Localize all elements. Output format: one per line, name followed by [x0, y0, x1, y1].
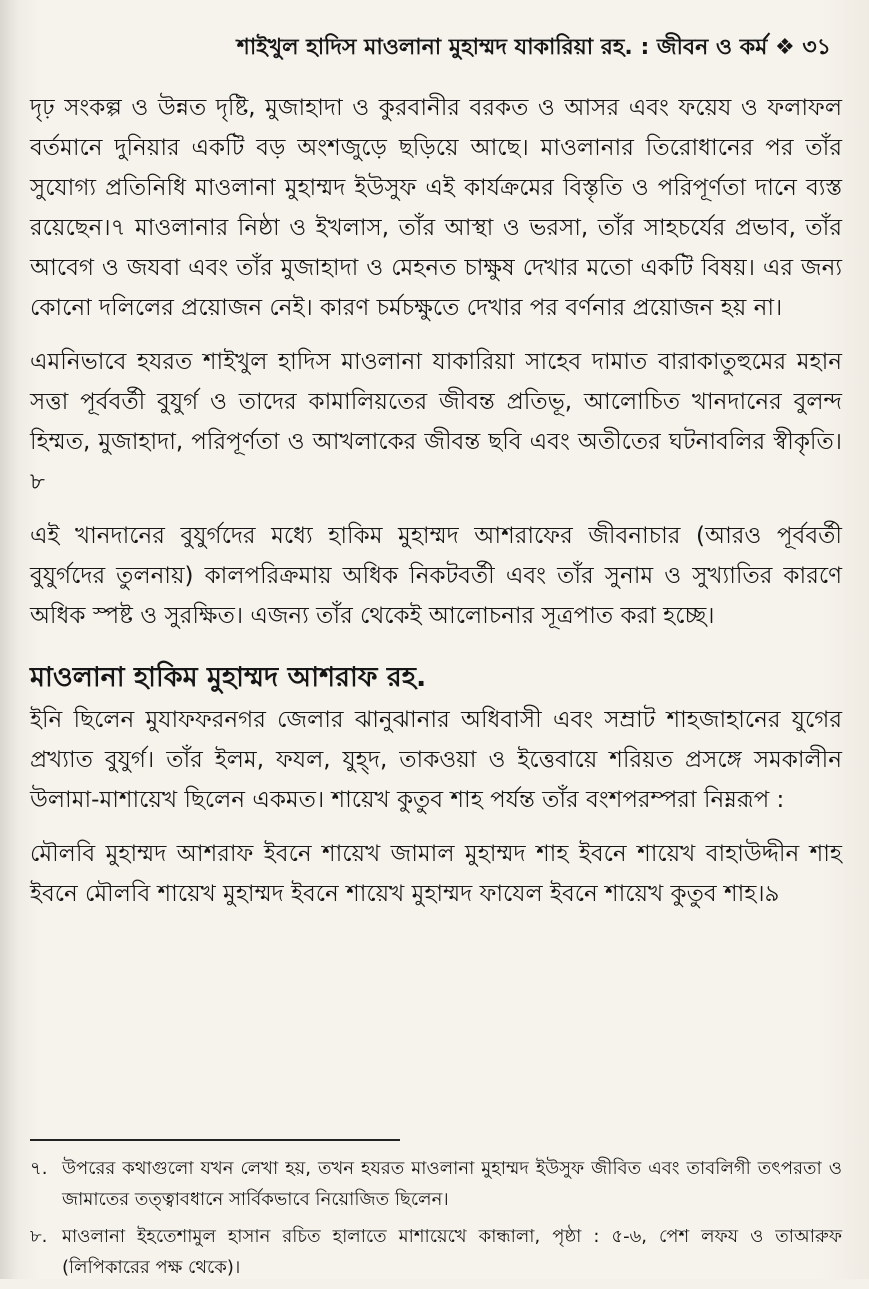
- footnotes: [30, 1153, 842, 1289]
- running-header: শাইখুল হাদিস মাওলানা মুহাম্মদ যাকারিয়া রহ. : জীবন ও কর্ম ❖ ৩১: [236, 35, 831, 60]
- footnote-item: [30, 1153, 842, 1215]
- section-paragraph-2: মৌলবি মুহাম্মদ আশরাফ ইবনে শায়েখ জামাল মুহাম্মদ শাহ ইবনে শায়েখ বাহাউদ্দীন শাহ ইবনে মৌলবি শায়েখ মুহাম্মদ ইবনে শায়েখ মুহাম্মদ ফাযেল ইবনে শায়েখ কুতুব শাহ।৯: [30, 841, 842, 907]
- footnote-item: [30, 1221, 842, 1283]
- main-text: [30, 88, 842, 928]
- section-heading: মাওলানা হাকিম মুহাম্মদ আশরাফ রহ.: [30, 662, 427, 693]
- paragraph-1: দৃঢ় সংকল্প ও উন্নত দৃষ্টি, মুজাহাদা ও কুরবানীর বরকত ও আসর এবং ফয়েয ও ফলাফল বর্তমানে দুনিয়ার একটি বড় অংশজুড়ে ছড়িয়ে আছে। মাওলানার তিরোধানের পর তাঁর সুযোগ্য প্রতিনিধি মাওলানা মুহাম্মদ ইউসুফ এই কার্যক্রমের বিস্তৃতি ও পরিপূর্ণতা দানে ব্যস্ত রয়েছেন।৭ মাওলানার নিষ্ঠা ও ইখলাস, তাঁর আস্থা ও ভরসা, তাঁর সাহচর্যের প্রভাব, তাঁর আবেগ ও জযবা এবং তাঁর মুজাহাদা ও মেহনত চাক্ষুষ দেখার মতো একটি বিষয়। এর জন্য কোনো দলিলের প্রয়োজন নেই। কারণ চর্মচক্ষুতে দেখার পর বর্ণনার প্রয়োজন হয় না।: [30, 95, 842, 321]
- paragraph-2: এমনিভাবে হযরত শাইখুল হাদিস মাওলানা যাকারিয়া সাহেব দামাত বারাকাতুহুমের মহান সত্তা পূর্ববর্তী বুযুর্গ ও তাদের কামালিয়তের জীবন্ত প্রতিভূ, আলোচিত খানদানের বুলন্দ হিম্মত, মুজাহাদা, পরিপূর্ণতা ও আখলাকের জীবন্ত ছবি এবং অতীতের ঘটনাবলির স্বীকৃতি।৮: [30, 349, 842, 495]
- section-paragraph-1: ইনি ছিলেন মুযাফফরনগর জেলার ঝানুঝানার অধিবাসী এবং সম্রাট শাহজাহানের যুগের প্রখ্যাত বুযুর্গ। তাঁর ইলম, ফযল, যুহ্‌দ, তাকওয়া ও ইত্তেবায়ে শরিয়ত প্রসঙ্গে সমকালীন উলামা-মাশায়েখ ছিলেন একমত। শায়েখ কুতুব শাহ পর্যন্ত তাঁর বংশপরম্পরা নিম্নরূপ :: [30, 707, 842, 813]
- paragraph-3: এই খানদানের বুযুর্গদের মধ্যে হাকিম মুহাম্মদ আশরাফের জীবনাচার (আরও পূর্ববর্তী বুযুর্গদের তুলনায়) কালপরিক্রমায় অধিক নিকটবর্তী এবং তাঁর সুনাম ও সুখ্যাতির কারণে অধিক স্পষ্ট ও সুরক্ষিত। এজন্য তাঁর থেকেই আলোচনার সূত্রপাত করা হচ্ছে।: [30, 523, 842, 629]
- footnote-text: উপরের কথাগুলো যখন লেখা হয়, তখন হযরত মাওলানা মুহাম্মদ ইউসুফ জীবিত এবং তাবলিগী তৎপরতা ও জামাতের তত্ত্বাবধানে সার্বিকভাবে নিয়োজিত ছিলেন।: [62, 1158, 842, 1210]
- footnote-text: মাওলানা ইহতেশামুল হাসান রচিত হালাতে মাশায়েখে কান্ধালা, পৃষ্ঠা : ৫-৬, পেশ লফয ও তাআরুফ (লিপিকারের পক্ষ থেকে)।: [62, 1226, 842, 1278]
- footnote-number: ৭.: [30, 1158, 48, 1179]
- footnote-divider: [30, 1139, 400, 1141]
- footnote-number: ৮.: [30, 1226, 48, 1247]
